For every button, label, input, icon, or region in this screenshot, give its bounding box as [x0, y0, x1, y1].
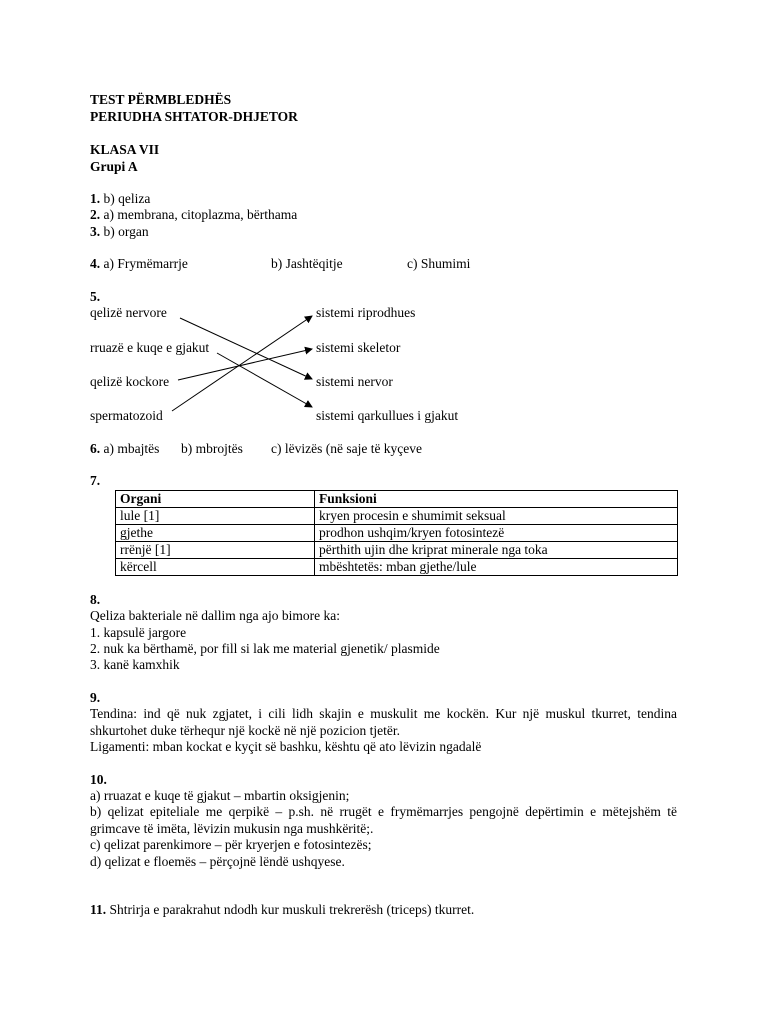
table-row	[116, 542, 678, 559]
function-cell: prodhon ushqim/kryen fotosintezë	[315, 525, 678, 542]
arrow-rruaze-to-qarkullues	[217, 353, 312, 407]
answer-6-c: c) lëvizës (në saje të kyçeve	[271, 441, 423, 456]
answer-10-item-a: a) rruazat e kuqe të gjakut – mbartin oksigjenin;	[90, 788, 350, 803]
table-row	[116, 559, 678, 576]
answer-8-intro: Qeliza bakteriale në dallim nga ajo bimore ka:	[90, 608, 341, 623]
arrow-kockore-to-skeletor	[178, 349, 312, 380]
answer-4-b: b) Jashtëqitje	[271, 256, 343, 271]
answer-4-number: 4.	[90, 256, 101, 271]
match-left-4: spermatozoid	[90, 408, 163, 423]
match-right-2: sistemi skeletor	[316, 340, 401, 355]
table-row	[116, 525, 678, 542]
answer-6-b: b) mbrojtës	[181, 441, 243, 456]
answer-1-number: 1.	[90, 191, 101, 206]
match-left-1: qelizë nervore	[90, 305, 167, 320]
answer-4-c: c) Shumimi	[407, 256, 471, 271]
answer-10-item-d: d) qelizat e floemës – përçojnë lëndë ushqyese.	[90, 854, 345, 869]
answer-4-a: a) Frymëmarrje	[100, 256, 188, 271]
answer-8-number: 8.	[90, 592, 101, 607]
organ-cell: rrënjë [1]	[116, 542, 315, 559]
function-cell: përthith ujin dhe kriprat minerale nga toka	[315, 542, 678, 559]
function-cell: kryen procesin e shumimit seksual	[315, 508, 678, 525]
answer-8-item-2: 2. nuk ka bërthamë, por fill si lak me material gjenetik/ plasmide	[90, 641, 440, 656]
header-funksioni: Funksioni	[315, 491, 678, 508]
match-right-4: sistemi qarkullues i gjakut	[316, 408, 459, 423]
answer-3-number: 3.	[90, 224, 101, 239]
organ-cell: lule [1]	[116, 508, 315, 525]
answer-5-number: 5.	[90, 289, 101, 304]
class-label: KLASA VII	[90, 142, 160, 157]
organ-function-table	[115, 490, 678, 576]
table-row	[116, 508, 678, 525]
answer-10-item-b: b) qelizat epiteliale me qerpikë – p.sh. në rrugët e frymëmarrjes pengojnë depërtimin e mëtejshëm të grimcave të imëta, lëvizin mukusin nga mushkëritë;.	[90, 804, 677, 836]
answer-8-item-3: 3. kanë kamxhik	[90, 657, 180, 672]
answer-8-item-1: 1. kapsulë jargore	[90, 625, 187, 640]
group-label: Grupi A	[90, 159, 138, 174]
header-organi: Organi	[116, 491, 315, 508]
answer-11-text: Shtrirja e parakrahut ndodh kur muskuli trekrerësh (triceps) tkurret.	[106, 902, 475, 917]
answer-9-number: 9.	[90, 690, 101, 705]
answer-10-number: 10.	[90, 772, 107, 787]
match-left-3: qelizë kockore	[90, 374, 170, 389]
answer-1-text: b) qeliza	[100, 191, 151, 206]
answer-6-number: 6.	[90, 441, 101, 456]
title-period: PERIUDHA SHTATOR-DHJETOR	[90, 109, 298, 124]
arrow-spermatozoid-to-riprodhues	[172, 316, 312, 411]
answer-10-item-c: c) qelizat parenkimore – për kryerjen e fotosintezës;	[90, 837, 372, 852]
answer-11-number: 11.	[90, 902, 107, 917]
match-right-3: sistemi nervor	[316, 374, 393, 389]
answer-7-number: 7.	[90, 473, 101, 488]
answer-9-ligamenti: Ligamenti: mban kockat e kyçit së bashku, kështu që ato lëvizin ngadalë	[90, 739, 482, 754]
organ-cell: kërcell	[116, 559, 315, 576]
answer-2-number: 2.	[90, 207, 101, 222]
title-test: TEST PËRMBLEDHËS	[90, 92, 232, 107]
organ-cell: gjethe	[116, 525, 315, 542]
answer-9-tendina: Tendina: ind që nuk zgjatet, i cili lidh skajin e muskulit me kockën. Kur një muskul tkurret, tendina shkurtohet duke tërhequr një kockë në një pozicion tjetër.	[90, 706, 677, 738]
answer-6-a: a) mbajtës	[100, 441, 160, 456]
answer-11	[90, 902, 474, 918]
answer-3-text: b) organ	[100, 224, 149, 239]
match-left-2: rruazë e kuqe e gjakut	[90, 340, 210, 355]
answer-6	[90, 441, 159, 457]
function-cell: mbështetës: mban gjethe/lule	[315, 559, 678, 576]
table-header-row	[116, 491, 678, 508]
match-right-1: sistemi riprodhues	[316, 305, 416, 320]
answer-2-text: a) membrana, citoplazma, bërthama	[100, 207, 298, 222]
